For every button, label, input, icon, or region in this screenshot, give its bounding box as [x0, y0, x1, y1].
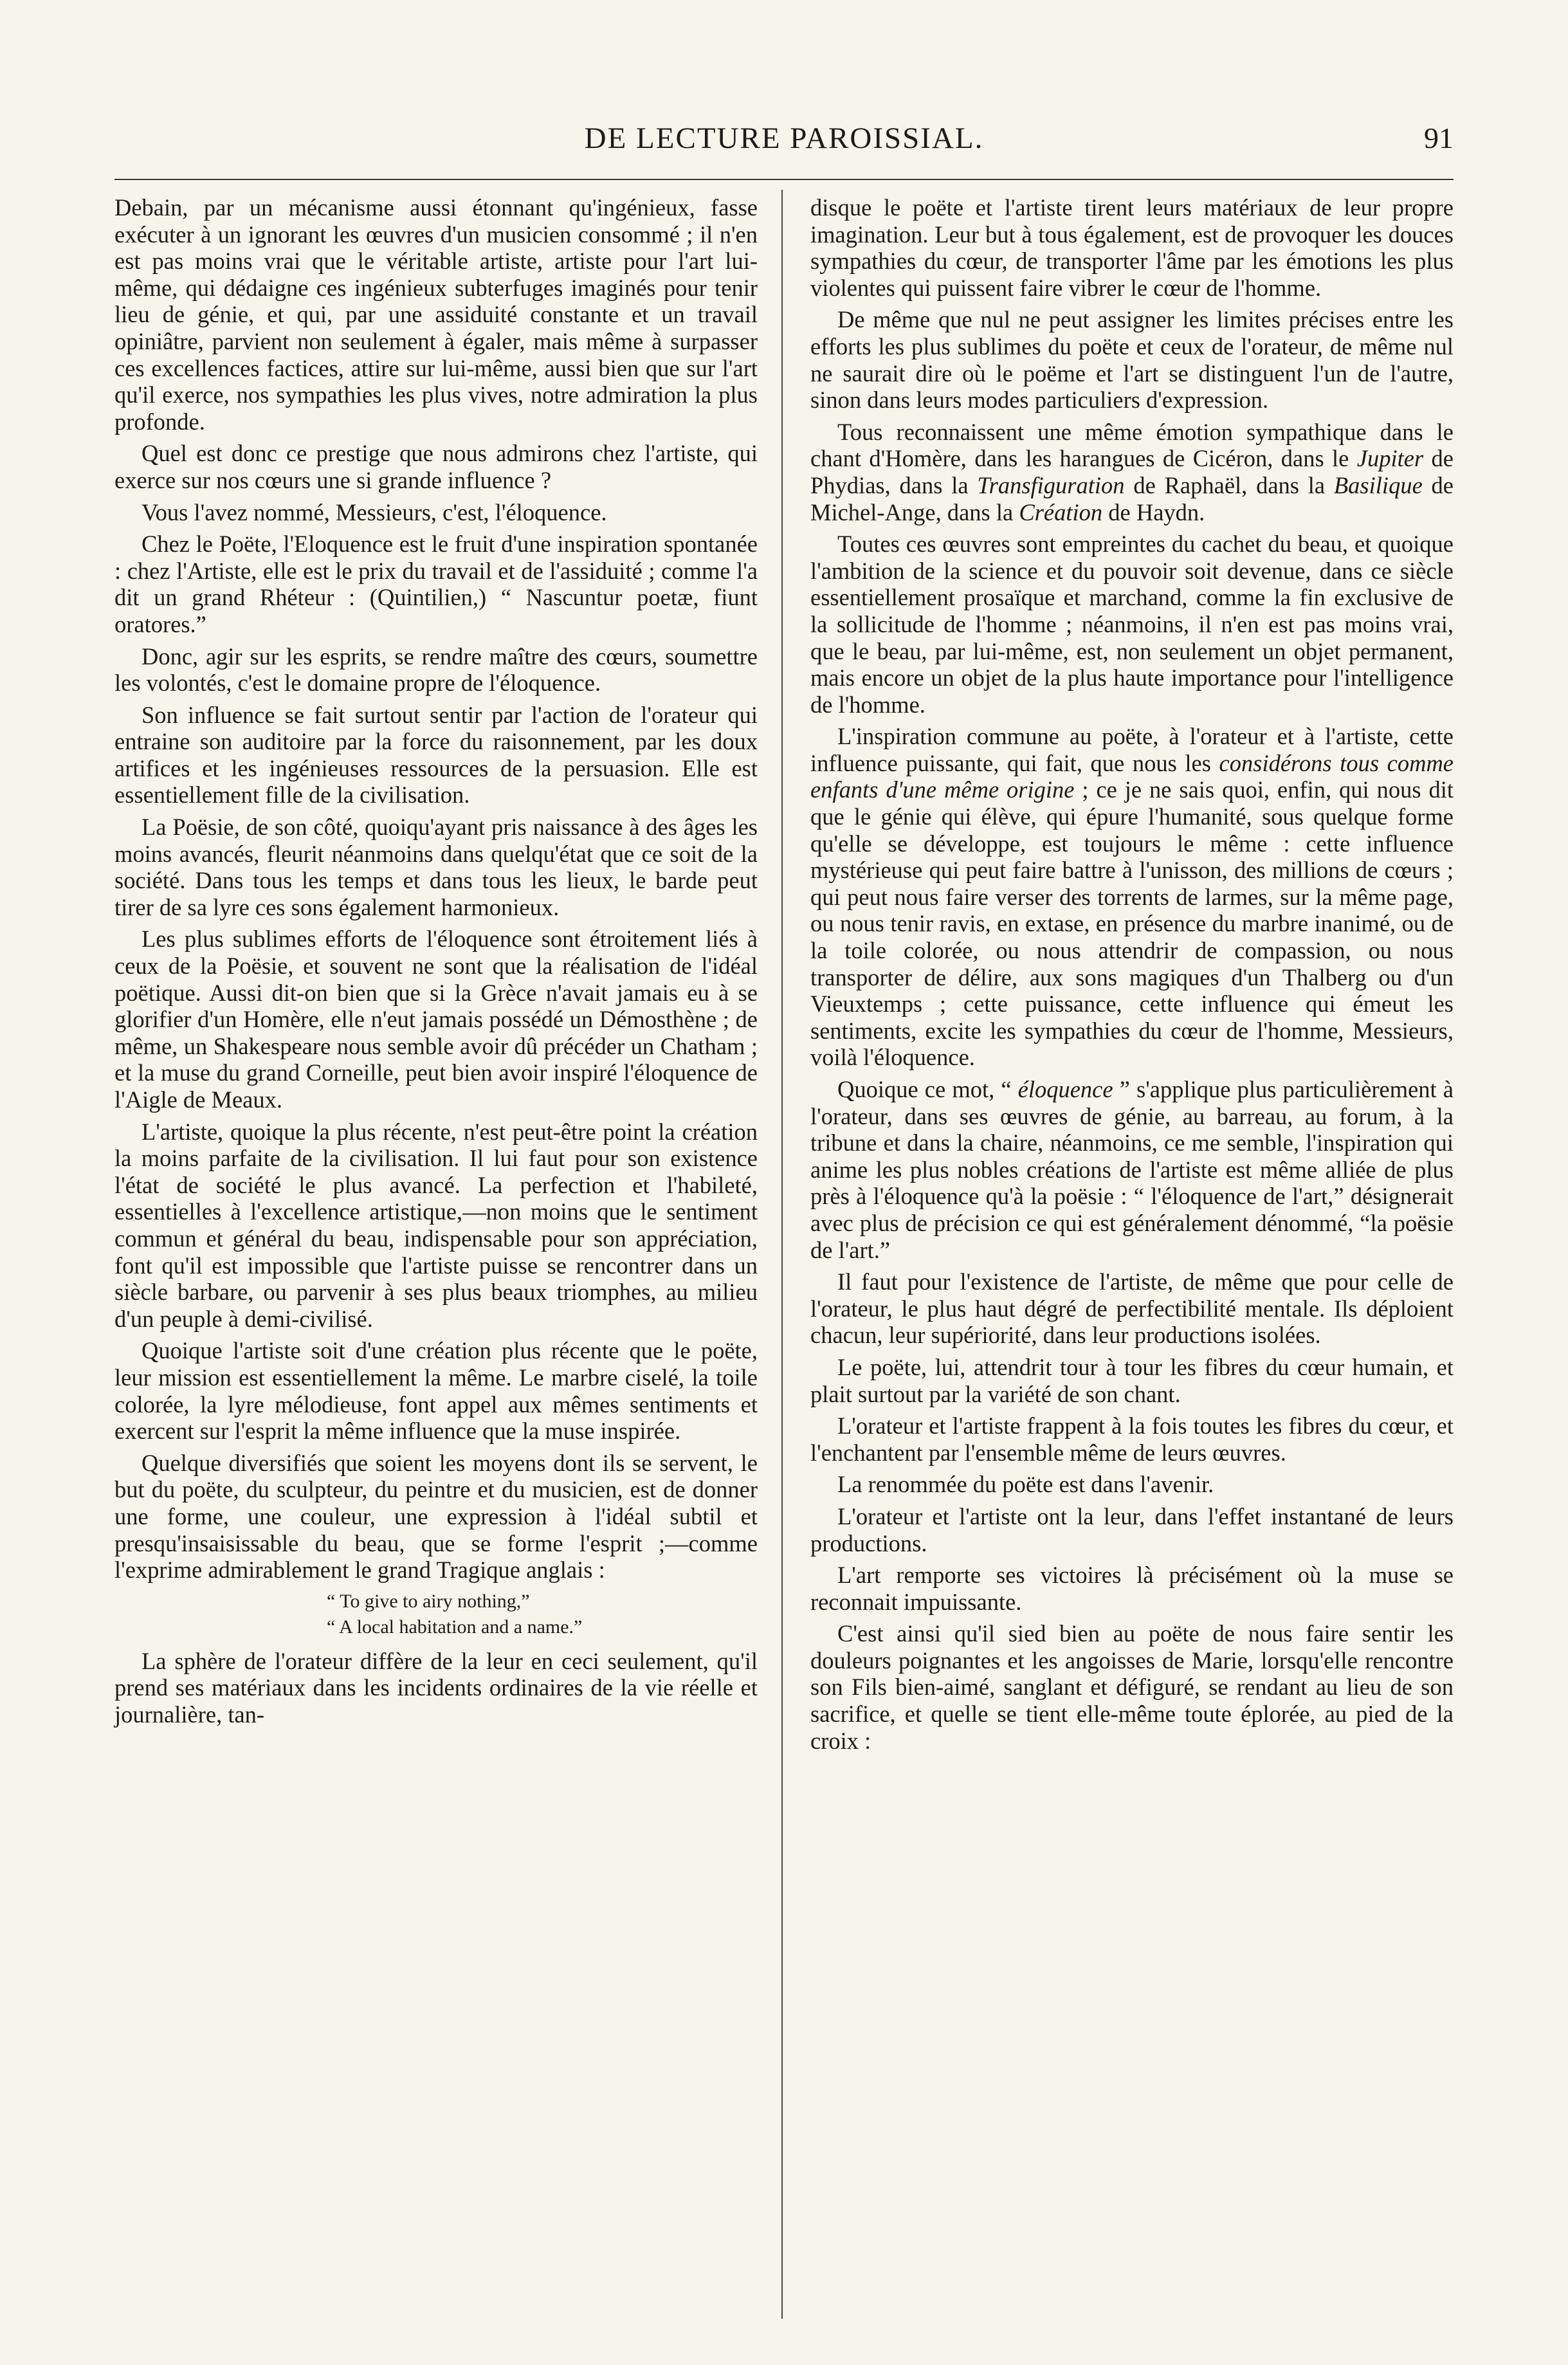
paragraph: Debain, par un mécanisme aussi étonnant qu'ingénieux, fasse exécuter à un ignorant les œuvres d'un musicien consommé ; il n'en est pas moins vrai que le véritable artiste, artiste pour l'art lui-même, qui dédaigne ces ingénieux subterfuges imaginés pour tenir lieu de génie, et qui, par une assiduité constante et un travail opiniâtre, parvient non seulement à égaler, mais même à surpasser ces excellences factices, attire sur lui-même, aussi bien que sur l'art qu'il exerce, nos sympathies les plus vives, notre admiration la plus profonde. [114, 194, 758, 435]
text-run: Tous reconnaissent une même émotion sympathique dans le chant d'Homère, dans les harangues de Cicéron, dans le [810, 418, 1454, 472]
artwork-title: Basilique [1333, 471, 1423, 498]
running-title: DE LECTURE PAROISSIAL. [584, 122, 984, 155]
text-run: de Phydias, dans la [810, 445, 1454, 498]
paragraph: La sphère de l'orateur diffère de la leur en ceci seulement, qu'il prend ses matériaux dans les incidents ordinaires de la vie réelle et journalière, tan- [114, 1647, 758, 1728]
page-number: 91 [1424, 122, 1454, 154]
text-run: Quoique ce mot, “ [837, 1076, 1018, 1102]
paragraph: Les plus sublimes efforts de l'éloquence sont étroitement liés à ceux de la Poësie, et souvent ne sont que la réalisation de l'idéal poëtique. Aussi dit-on bien que si la Grèce n'avait jamais eu à se glorifier d'un Homère, elle n'eut jamais possédé un Démosthène ; de même, un Shakespeare nous semble avoir dû précéder un Chatham ; et la muse du grand Corneille, peut bien avoir inspiré l'éloquence de l'Aigle de Meaux. [114, 926, 758, 1113]
text-run: de Michel-Ange, dans la [810, 471, 1454, 525]
paragraph: L'orateur et l'artiste ont la leur, dans l'effet instantané de leurs productions. [810, 1502, 1454, 1557]
verse-quote [114, 1589, 758, 1640]
paragraph: Quel est donc ce prestige que nous admirons chez l'artiste, qui exerce sur nos cœurs une si grande influence ? [114, 440, 758, 493]
paragraph: Quelque diversifiés que soient les moyens dont ils se servent, le but du poëte, du sculpteur, du peintre et du musicien, est de donner une forme, une couleur, une expression à l'idéal subtil et presqu'insaisissable du beau, que se forme l'esprit ;—comme l'exprime admirablement le grand Tragique anglais : [114, 1449, 758, 1584]
artwork-title: Création [1019, 498, 1103, 525]
emphasis-text: éloquence [1017, 1076, 1113, 1102]
column-divider [781, 190, 783, 2319]
paragraph: Son influence se fait surtout sentir par l'action de l'orateur qui entraine son auditoire par la force du raisonnement, par les doux artifices et les ingénieuses ressources de la persuasion. Elle est essentiellement fille de la civilisation. [114, 701, 758, 808]
text-run: de Haydn. [1102, 498, 1205, 525]
paragraph: Il faut pour l'existence de l'artiste, de même que pour celle de l'orateur, le plus haut dégré de perfectibilité mentale. Ils déploient chacun, leur supériorité, dans leur productions isolées. [810, 1268, 1454, 1349]
left-column [114, 194, 758, 1733]
text-run: ” s'applique plus particulièrement à l'orateur, dans ses œuvres de génie, au barreau, au forum, à la tribune et dans la chaire, néanmoins, ce me semble, l'inspiration qui anime les plus nobles créations de l'artiste est même alliée de plus près à l'éloquence qu'à la poësie : “ l'éloquence de l'art,” désignerait avec plus de précision ce qui est généralement dénommé, “la poësie de l'art.” [810, 1076, 1454, 1263]
paragraph: Le poëte, lui, attendrit tour à tour les fibres du cœur humain, et plait surtout par la variété de son chant. [810, 1353, 1454, 1407]
paragraph: L'artiste, quoique la plus récente, n'est peut-être point la création la moins parfaite de la civilisation. Il lui faut pour son existence l'état de société le plus avancé. La perfection et l'habileté, essentielles à l'excellence artistique,—non moins que le sentiment commun et général du beau, indispensable pour son appréciation, font qu'il est impossible que l'artiste puisse se rencontrer dans un siècle barbare, ou parvenir à ses plus beaux triomphes, au milieu d'un peuple à demi-civilisé. [114, 1118, 758, 1332]
paragraph: De même que nul ne peut assigner les limites précises entre les efforts les plus sublimes du poëte et ceux de l'orateur, de même nul ne saurait dire où le poëme et l'art se distinguent l'un de l'autre, sinon dans leurs modes particuliers d'expression. [810, 306, 1454, 414]
paragraph: Chez le Poëte, l'Eloquence est le fruit d'une inspiration spontanée : chez l'Artiste, elle est le prix du travail et de l'assiduité ; comme l'a dit un grand Rhéteur : (Quintilien,) “ Nascuntur poetæ, fiunt oratores.” [114, 531, 758, 637]
verse-line: “ To give to airy nothing,” [327, 1590, 530, 1612]
verse-line: “ A local habitation and a name.” [327, 1616, 583, 1638]
artwork-title: Transfiguration [977, 471, 1125, 498]
running-head [0, 121, 1568, 166]
paragraph [810, 1076, 1454, 1263]
emphasis-text: considérons tous comme enfants d'une même origine [810, 749, 1454, 803]
paragraph: L'orateur et l'artiste frappent à la fois toutes les fibres du cœur, et l'enchantent par l'ensemble même de leurs œuvres. [810, 1412, 1454, 1466]
paragraph: La renommée du poëte est dans l'avenir. [837, 1471, 1214, 1498]
text-run: L'inspiration commune au poëte, à l'orateur et à l'artiste, cette influence puissante, qui fait, que nous les [810, 723, 1454, 776]
paragraph: Vous l'avez nommé, Messieurs, c'est, l'éloquence. [141, 498, 607, 525]
artwork-title: Jupiter [1356, 445, 1424, 472]
paragraph: C'est ainsi qu'il sied bien au poëte de nous faire sentir les douleurs poignantes et les angoisses de Marie, lorsqu'elle rencontre son Fils bien-aimé, sanglant et défiguré, se rendant au lieu de son sacrifice, et quelle se tient elle-même toute éplorée, au pied de la croix : [810, 1620, 1454, 1754]
paragraph: disque le poëte et l'artiste tirent leurs matériaux de leur propre imagination. Leur but à tous également, est de provoquer les douces sympathies du cœur, de transporter l'âme par les émotions les plus violentes qui puissent faire vibrer le cœur de l'homme. [810, 194, 1454, 301]
text-run: ; ce je ne sais quoi, enfin, qui nous dit que le génie qui élève, qui épure l'humanité, sous quelque forme qu'elle se développe, est toujours le même : cette influence mystérieuse qui peut faire battre à l'unisson, des millions de cœurs ; qui peut nous faire verser des torrents de larmes, sur la même page, ou nous tenir ravis, en extase, en présence du marbre inanimé, ou de la toile colorée, ou nous attendrir de compassion, ou nous transporter de délire, aux sons magiques d'un Thalberg ou d'un Vieuxtemps ; cette puissance, cette influence qui émeut les sentiments, excite les sympathies du cœur de l'homme, Messieurs, voilà l'éloquence. [810, 776, 1454, 1071]
paragraph [810, 723, 1454, 1071]
header-rule [114, 179, 1454, 180]
right-column [810, 194, 1454, 1759]
paragraph: Quoique l'artiste soit d'une création plus récente que le poëte, leur mission est essentiellement la même. Le marbre ciselé, la toile colorée, la lyre mélodieuse, font appel aux mêmes sentiments et exercent sur l'esprit la même influence que la muse inspirée. [114, 1337, 758, 1445]
paragraph [810, 419, 1454, 525]
paragraph: Donc, agir sur les esprits, se rendre maître des cœurs, soumettre les volontés, c'est le domaine propre de l'éloquence. [114, 643, 758, 697]
paragraph: Toutes ces œuvres sont empreintes du cachet du beau, et quoique l'ambition de la science et du pouvoir soit devenue, dans ce siècle essentiellement prosaïque et marchand, comme la fin exclusive de la sollicitude de l'homme ; néanmoins, il n'en est pas moins vrai, que le beau, par lui-même, est, non seulement un objet permanent, mais encore un objet de la plus haute importance pour l'intelligence de l'homme. [810, 531, 1454, 718]
paragraph: La Poësie, de son côté, quoiqu'ayant pris naissance à des âges les moins avancés, fleurit néanmoins dans quelqu'état que ce soit de la société. Dans tous les temps et dans tous les lieux, le barde peut tirer de sa lyre ces sons également harmonieux. [114, 814, 758, 920]
paragraph: L'art remporte ses victoires là précisément où la muse se reconnait impuissante. [810, 1562, 1454, 1615]
text-run: de Raphaël, dans la [1124, 471, 1334, 498]
